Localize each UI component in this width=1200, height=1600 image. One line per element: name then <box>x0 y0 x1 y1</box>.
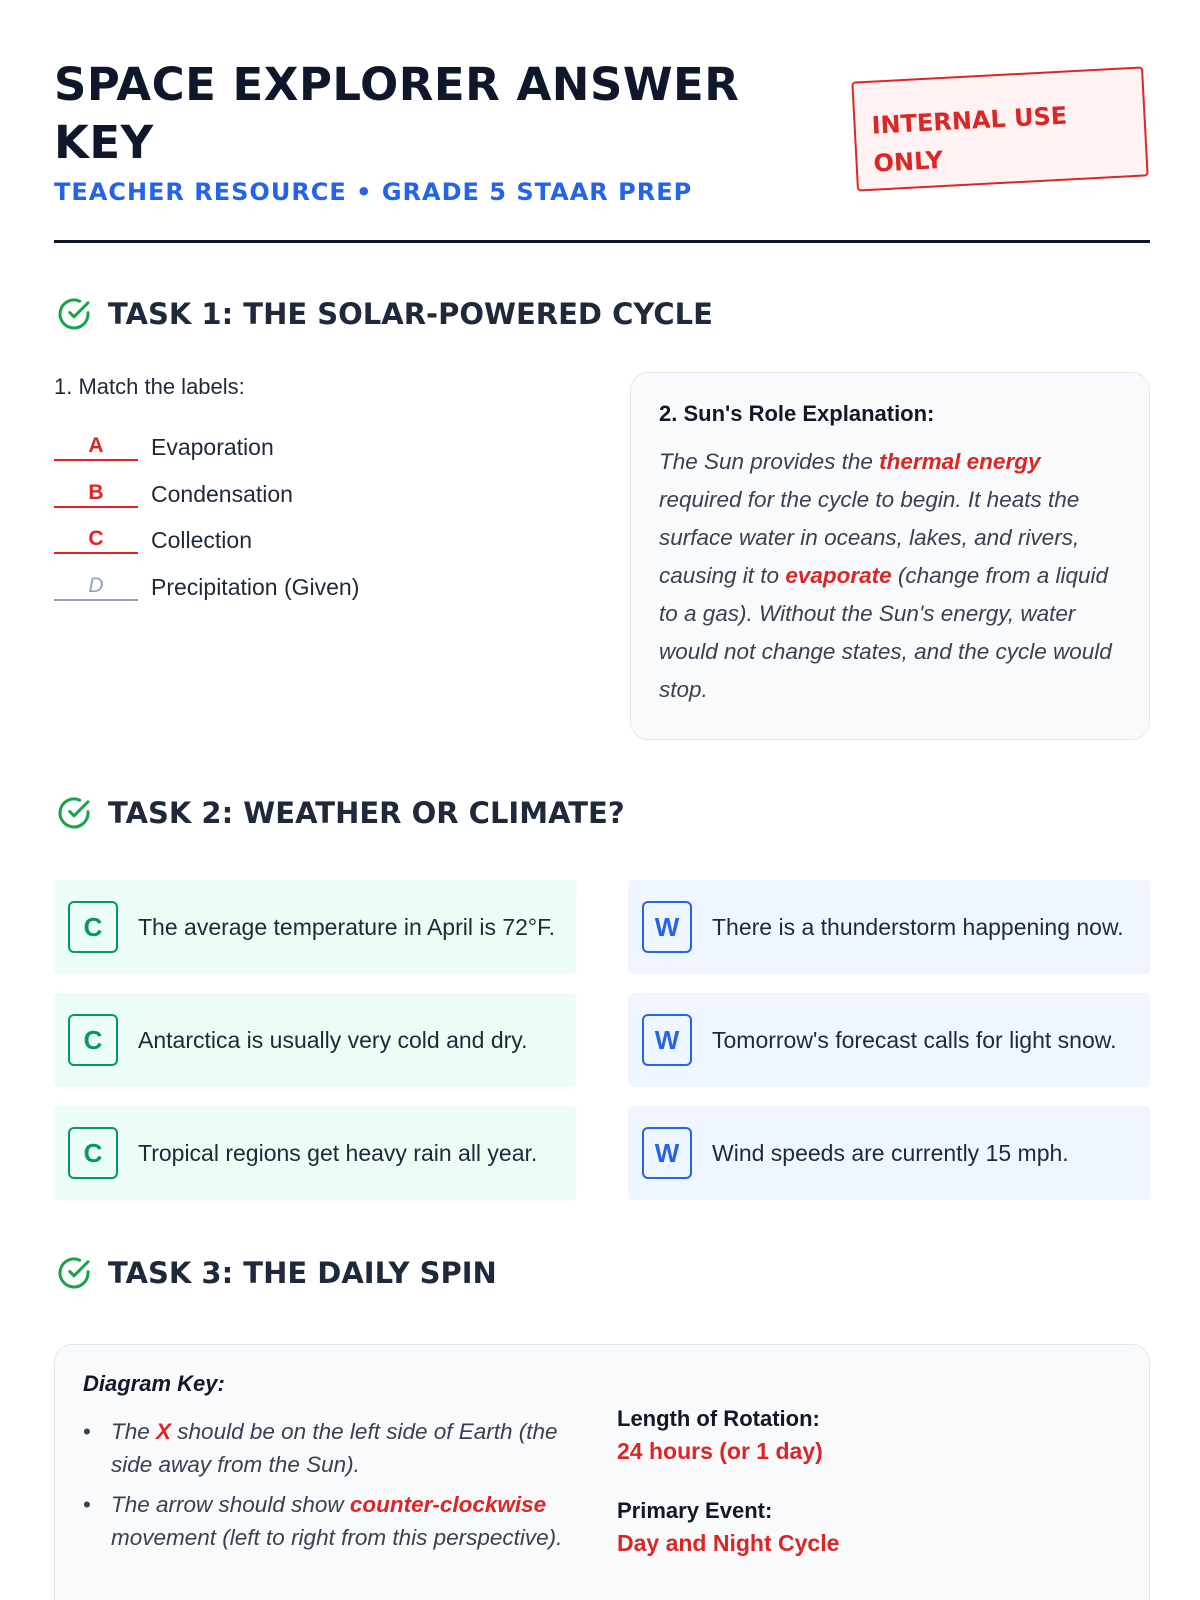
event-fact <box>617 1495 839 1559</box>
check-circle-icon <box>54 294 94 334</box>
climate-badge: C <box>68 1014 118 1066</box>
check-circle-icon <box>54 1253 94 1293</box>
match-row <box>54 524 252 556</box>
sun-role-explanation <box>659 443 1121 709</box>
climate-card <box>54 993 576 1087</box>
answer-blank: A <box>54 433 138 461</box>
match-label: Collection <box>151 526 252 553</box>
answer-blank: C <box>54 526 138 554</box>
diagram-key-label: Diagram Key: <box>83 1371 225 1396</box>
key-text: should be on the left side of Earth (the side away from the Sun). <box>111 1419 558 1477</box>
event-label: Primary Event: <box>617 1498 773 1523</box>
answer-key-page <box>54 0 1150 1600</box>
statement-text: Tropical regions get heavy rain all year. <box>138 1139 538 1166</box>
event-value: Day and Night Cycle <box>617 1530 840 1556</box>
statement-text: There is a thunderstorm happening now. <box>712 913 1124 940</box>
statement-text: The average temperature in April is 72°F. <box>138 913 556 940</box>
answer-blank: B <box>54 480 138 508</box>
diagram-key-list <box>83 1415 583 1561</box>
rotation-value: 24 hours (or 1 day) <box>617 1438 823 1464</box>
task3-title: TASK 3: THE DAILY SPIN <box>108 1256 497 1290</box>
highlight-thermal-energy: thermal energy <box>879 449 1041 474</box>
climate-card <box>54 1106 576 1200</box>
check-circle-icon <box>54 793 94 833</box>
climate-badge: C <box>68 1127 118 1179</box>
match-row <box>54 571 359 603</box>
weather-badge: W <box>642 1014 692 1066</box>
task2-title: TASK 2: WEATHER OR CLIMATE? <box>108 796 625 830</box>
rotation-fact <box>617 1403 823 1467</box>
match-label: Precipitation (Given) <box>151 573 360 600</box>
task2-heading <box>54 793 625 833</box>
weather-badge: W <box>642 901 692 953</box>
list-item <box>83 1415 583 1481</box>
weather-card <box>628 1106 1150 1200</box>
highlight-evaporate: evaporate <box>785 563 892 588</box>
weather-card <box>628 993 1150 1087</box>
task3-heading <box>54 1253 497 1293</box>
task1-heading <box>54 294 713 334</box>
rotation-label: Length of Rotation: <box>617 1406 820 1431</box>
header-divider <box>54 240 1150 243</box>
climate-badge: C <box>68 901 118 953</box>
weather-card <box>628 880 1150 974</box>
given-blank: D <box>54 573 138 601</box>
internal-use-stamp <box>851 66 1148 191</box>
sun-role-card <box>630 372 1150 740</box>
match-label: Evaporation <box>151 433 274 460</box>
explanation-text: required for the cycle to begin. It heats the surface water in oceans, lakes, and rivers, causing it to <box>659 487 1080 588</box>
statement-text: Tomorrow's forecast calls for light snow. <box>712 1026 1117 1053</box>
explanation-text: The Sun provides the <box>659 449 880 474</box>
climate-card <box>54 880 576 974</box>
daily-spin-card <box>54 1344 1150 1600</box>
page-header <box>54 56 1150 242</box>
match-row <box>54 478 293 510</box>
list-item <box>83 1488 583 1554</box>
task1-title: TASK 1: THE SOLAR-POWERED CYCLE <box>108 297 713 331</box>
match-label: Condensation <box>151 480 293 507</box>
key-text: The arrow should show <box>111 1492 350 1517</box>
highlight-counter-clockwise: counter-clockwise <box>349 1492 547 1517</box>
match-prompt: 1. Match the labels: <box>54 374 245 399</box>
sun-role-title: 2. Sun's Role Explanation: <box>659 401 935 426</box>
key-text: The <box>111 1419 157 1444</box>
page-subtitle: TEACHER RESOURCE • GRADE 5 STAAR PREP <box>54 178 693 206</box>
statement-text: Wind speeds are currently 15 mph. <box>712 1139 1069 1166</box>
explanation-text: (change from a liquid to a gas). Without the Sun's energy, water would not change states, and the cycle would stop. <box>659 563 1112 702</box>
highlight-x: X <box>156 1419 172 1444</box>
statement-text: Antarctica is usually very cold and dry. <box>138 1026 528 1053</box>
key-text: movement (left to right from this perspective). <box>111 1525 563 1550</box>
stamp-label: INTERNAL USE ONLY <box>870 101 1068 178</box>
match-row <box>54 431 274 463</box>
page-title: SPACE EXPLORER ANSWER KEY <box>54 58 740 169</box>
weather-badge: W <box>642 1127 692 1179</box>
